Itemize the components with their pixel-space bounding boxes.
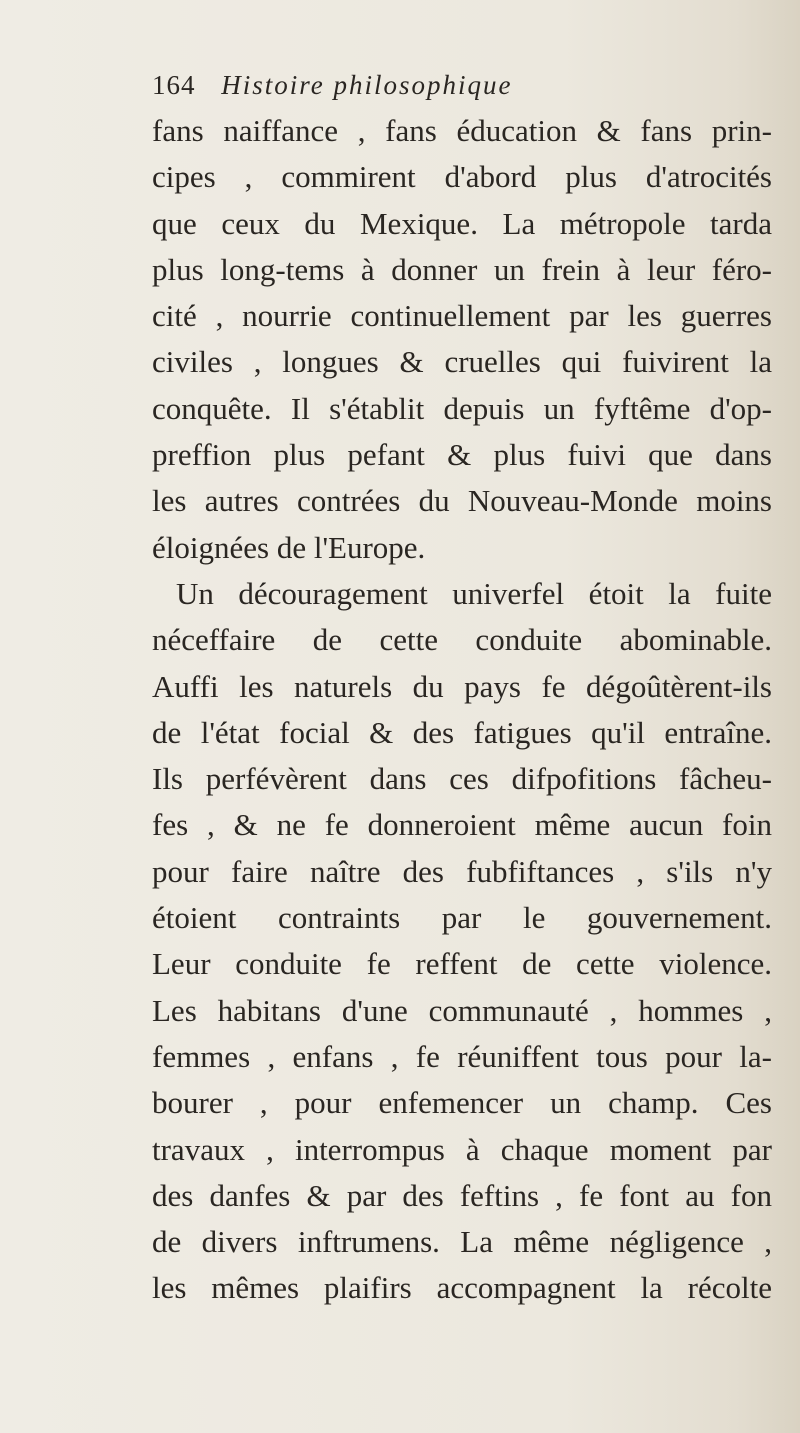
body-text <box>152 108 772 1312</box>
text-line: de l'état focial & des fatigues qu'il entraîne. <box>152 714 772 750</box>
text-line: Leur conduite fe reffent de cette violence. <box>152 946 772 982</box>
text-line: Auffi les naturels du pays fe dégoûtèrent-ils <box>152 668 772 704</box>
text-line: civiles , longues & cruelles qui fuivirent la <box>152 344 772 380</box>
text-line: Les habitans d'une communauté , hommes , <box>152 992 772 1028</box>
text-line: des danfes & par des feftins , fe font au fon <box>152 1177 772 1213</box>
text-line: plus long-tems à donner un frein à leur féro- <box>152 251 772 287</box>
text-line: preffion plus pefant & plus fuivi que dans <box>152 437 772 473</box>
text-line: conquête. Il s'établit depuis un fyftême d'op- <box>152 390 772 426</box>
page-number: 164 <box>152 70 196 100</box>
text-line: néceffaire de cette conduite abominable. <box>152 622 772 658</box>
text-line: bourer , pour enfemencer un champ. Ces <box>152 1085 772 1121</box>
text-line: que ceux du Mexique. La métropole tarda <box>152 205 772 241</box>
running-head <box>152 70 752 110</box>
text-line: les mêmes plaifirs accompagnent la récolte <box>152 1270 772 1306</box>
text-line: femmes , enfans , fe réuniffent tous pour la- <box>152 1038 772 1074</box>
text-line: fans naiffance , fans éducation & fans prin- <box>152 113 772 148</box>
text-line: pour faire naître des fubfiftances , s'ils n'y <box>152 853 772 889</box>
text-line: les autres contrées du Nouveau-Monde moins <box>152 483 772 519</box>
text-line: cipes , commirent d'abord plus d'atrocités <box>152 159 772 195</box>
text-line: étoient contraints par le gouvernement. <box>152 900 772 936</box>
text-line: cité , nourrie continuellement par les guerres <box>152 298 772 334</box>
text-line: fes , & ne fe donneroient même aucun foin <box>152 807 772 843</box>
text-line: de divers inftrumens. La même négligence , <box>152 1224 772 1260</box>
text-line: Ils perfévèrent dans ces difpofitions fâcheu- <box>152 761 772 797</box>
text-line: Un découragement univerfel étoit la fuite <box>176 575 772 611</box>
text-line: éloignées de l'Europe. <box>152 529 426 565</box>
text-line: travaux , interrompus à chaque moment par <box>152 1131 772 1167</box>
running-title: Histoire philosophique <box>221 70 513 100</box>
